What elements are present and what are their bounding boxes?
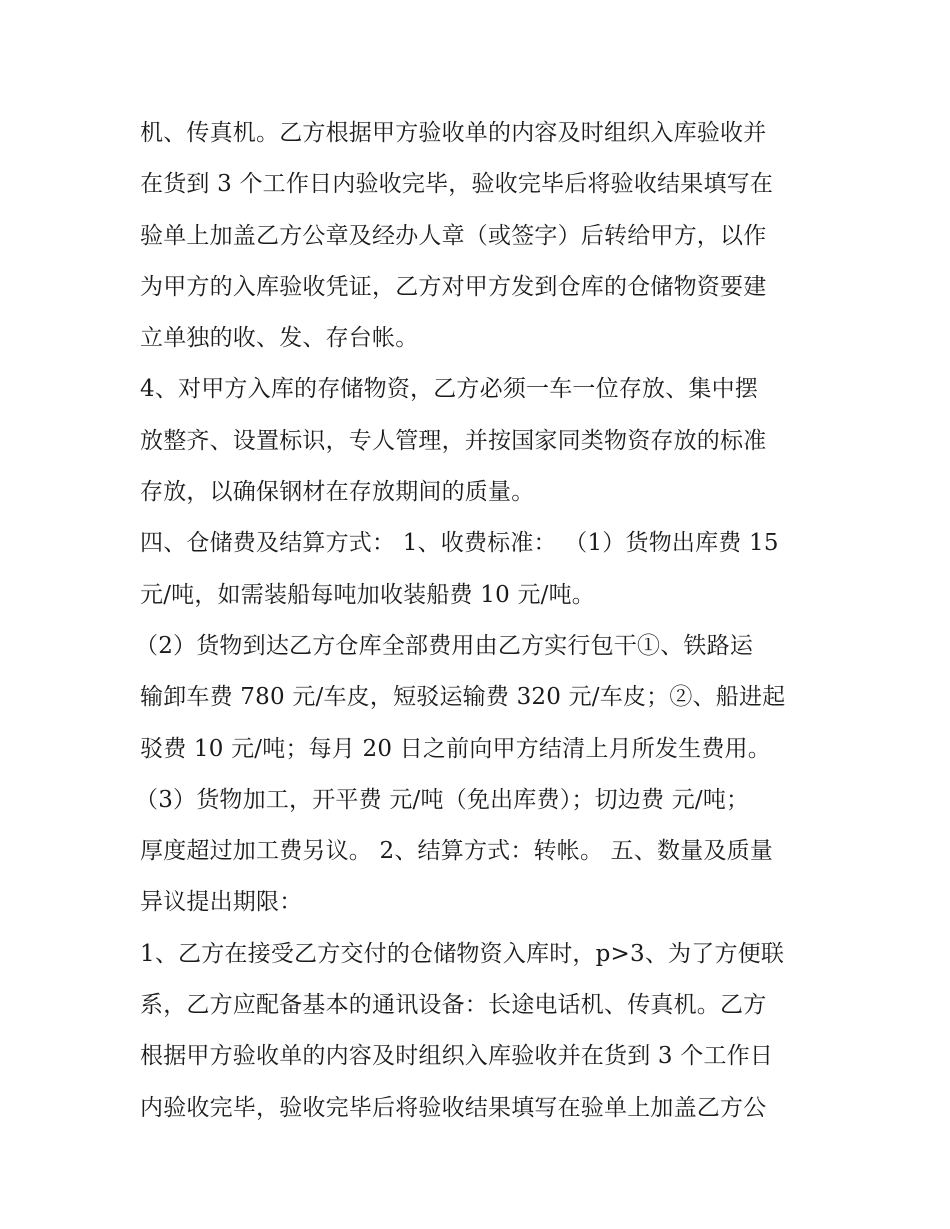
text-line: 在货到 3 个工作日内验收完毕，验收完毕后将验收结果填写在	[140, 171, 774, 198]
text-line: 存放，以确保钢材在存放期间的质量。	[140, 479, 535, 506]
text-line: 元/吨，如需装船每吨加收装船费 10 元/吨。	[140, 581, 595, 608]
text-line: 异议提出期限：	[140, 889, 303, 916]
text-line: 机、传真机。乙方根据甲方验收单的内容及时组织入库验收并	[140, 120, 767, 146]
text-line: 放整齐、设置标识，专人管理，并按国家同类物资存放的标准	[140, 427, 767, 454]
text-line: 厚度超过加工费另议。 2、结算方式：转帐。 五、数量及质量	[140, 838, 774, 865]
section-heading-line: 四、仓储费及结算方式： 1、收费标准： （1）货物出库费 15	[140, 530, 779, 557]
text-line: （3）货物加工，开平费 元/吨（免出库费）；切边费 元/吨；	[135, 786, 750, 813]
text-line: 为甲方的入库验收凭证，乙方对甲方发到仓库的仓储物资要建	[140, 273, 767, 300]
body-text	[135, 108, 830, 1134]
text-line: 内验收完毕，验收完毕后将验收结果填写在验单上加盖乙方公	[140, 1094, 767, 1121]
text-line: 根据甲方验收单的内容及时组织入库验收并在货到 3 个工作日	[140, 1043, 774, 1070]
text-line: 4、对甲方入库的存储物资，乙方必须一车一位存放、集中摆	[140, 376, 759, 403]
text-line: 1、乙方在接受乙方交付的仓储物资入库时，p>3、为了方便联	[140, 940, 785, 967]
text-line: （2）货物到达乙方仓库全部费用由乙方实行包干①、铁路运	[135, 632, 754, 659]
text-line: 输卸车费 780 元/车皮，短驳运输费 320 元/车皮；②、船进起	[140, 684, 786, 711]
text-line: 系，乙方应配备基本的通讯设备：长途电话机、传真机。乙方	[140, 992, 767, 1019]
text-line: 验单上加盖乙方公章及经办人章（或签字）后转给甲方，以作	[140, 222, 767, 249]
text-line: 立单独的收、发、存台帐。	[140, 325, 419, 352]
text-line: 驳费 10 元/吨；每月 20 日之前向甲方结清上月所发生费用。	[140, 735, 771, 762]
